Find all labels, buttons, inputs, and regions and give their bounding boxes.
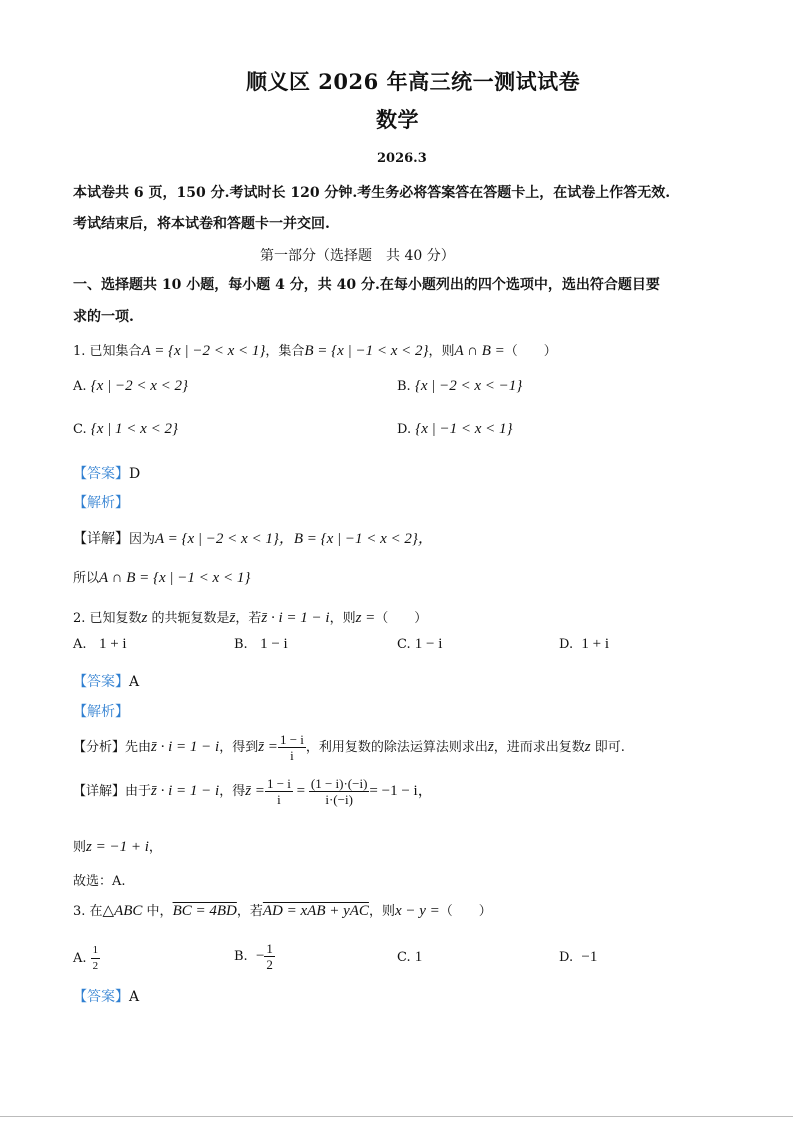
q3-option-a-den: 2 [92, 960, 99, 972]
q2-stem-c: ，若 [235, 611, 262, 626]
q2-detail-fraction-2 [309, 776, 370, 807]
q2-option-c [397, 636, 442, 653]
q2-condition: z̄ · i = 1 − i [261, 610, 330, 626]
q1-option-d-text: {x | −1 < x < 1} [415, 421, 513, 437]
q2-option-b-label: B. [234, 637, 248, 652]
q2-fenxi-text-4: ，进而求出复数 [493, 740, 585, 755]
exam-date: 2026.3 [377, 151, 427, 166]
q2-fenxi-text-2: ，得到 [219, 740, 259, 755]
q1-option-d-label: D. [397, 422, 412, 437]
q3-expr: x − y = [394, 903, 440, 919]
q2-option-d [559, 636, 609, 653]
q3-answer-value: A [129, 989, 140, 1005]
q1-expr: A ∩ B = [454, 343, 505, 359]
q1-stem-c: ，则 [428, 344, 455, 359]
q1-set-b: B = {x | −1 < x < 2} [304, 343, 429, 359]
q1-answer-tag: 【答案】 [73, 466, 129, 482]
q2-detail-f1-den: i [277, 792, 281, 807]
q3-option-c-label: C. [397, 950, 411, 965]
q3-option-d-label: D. [559, 950, 574, 965]
q3-option-b-fraction [264, 941, 275, 972]
q2-fenxi-frac-num: 1 − i [279, 732, 304, 747]
q1-option-b-text: {x | −2 < x < −1} [414, 378, 523, 394]
q2-option-c-label: C. [397, 637, 411, 652]
q3-stem-a: 3. 在 [73, 904, 103, 919]
q3-option-a-label: A. [73, 951, 87, 966]
q1-option-c-text: {x | 1 < x < 2} [90, 421, 178, 437]
page-bottom-divider [0, 1116, 793, 1117]
q2-option-d-text: 1 + i [581, 636, 609, 652]
q1-detail-math-1: A = {x | −2 < x < 1}，B = {x | −1 < x < 2}， [155, 531, 433, 547]
q2-option-a-label: A. [73, 637, 87, 652]
exam-title: 顺义区 2026 年高三统一测试试卷 [246, 69, 581, 94]
instructions-line-2: 考试结束后，将本试卷和答题卡一并交回. [73, 216, 330, 232]
q1-detail-math-2: A ∩ B = {x | −1 < x < 1} [99, 570, 251, 586]
q1-option-c [73, 421, 178, 438]
question-2-stem [73, 607, 427, 627]
q1-option-a-label: A. [73, 379, 87, 394]
section-intro-line-2: 求的一项. [73, 309, 134, 325]
q2-detail-result: = −1 − i， [369, 783, 433, 799]
subject-title: 数学 [376, 107, 419, 132]
q3-option-d-text: −1 [581, 949, 598, 965]
q3-option-a-fraction [91, 943, 101, 974]
q1-detail-tag: 【详解】 [73, 531, 129, 547]
q2-option-a [73, 636, 127, 653]
q1-answer-value: D [129, 466, 141, 482]
q1-detail-line-2 [73, 567, 250, 587]
q1-stem-a: 1. 已知集合 [73, 344, 142, 359]
q1-option-a-text: {x | −2 < x < 2} [90, 378, 188, 394]
q2-detail-fraction-1 [265, 776, 293, 807]
q2-option-b-text: 1 − i [260, 636, 288, 652]
q2-then-math: z = −1 + i [86, 839, 149, 855]
q1-answer [73, 463, 140, 483]
q3-option-a-num: 1 [91, 943, 101, 959]
q3-option-a [73, 943, 100, 974]
q2-stem-a: 2. 已知复数 [73, 611, 142, 626]
q3-option-b-den: 2 [266, 957, 273, 972]
q1-detail-text-2: 所以 [73, 571, 100, 586]
instructions-line-1: 本试卷共 6 页，150 分.考试时长 120 分钟.考生务必将答案答在答题卡上，在试卷上作答无效. [73, 185, 671, 201]
q3-option-b [234, 941, 275, 972]
q3-option-b-num: 1 [266, 941, 273, 956]
q3-answer [73, 986, 139, 1006]
q3-paren: （ ） [439, 904, 492, 919]
q2-fenxi-text-5: 即可. [590, 740, 625, 755]
q2-fenxi-math-1: z̄ · i = 1 − i [151, 739, 220, 755]
q2-fenxi-fraction [278, 732, 306, 763]
q2-detail-lhs: z̄ = [245, 783, 265, 799]
q2-conclusion: 故选：A. [73, 874, 126, 889]
q2-then [73, 836, 162, 856]
q3-vector-expr: AD = xAB + yAC [262, 903, 369, 919]
q2-expr: z = [355, 610, 376, 626]
q3-vector-condition: BC = 4BD [172, 903, 237, 919]
q3-option-b-label: B. [234, 949, 248, 964]
q2-fenxi-z2: z [584, 739, 591, 755]
q2-fenxi-tag: 【分析】 [73, 740, 126, 755]
q1-detail-text-1: 因为 [129, 532, 156, 547]
q1-option-c-label: C. [73, 422, 87, 437]
q2-fenxi-z: z̄ [487, 739, 494, 755]
q2-detail-math-1: z̄ · i = 1 − i [151, 783, 220, 799]
q3-option-b-sign: − [255, 948, 265, 964]
q2-option-a-text: 1 + i [98, 636, 127, 652]
q2-stem-b: 的共轭复数是 [147, 611, 230, 626]
q1-option-b [397, 378, 522, 395]
q2-option-d-label: D. [559, 637, 574, 652]
q2-then-end: ， [148, 840, 162, 855]
q1-option-a [73, 378, 188, 395]
q2-analysis-tag: 【解析】 [73, 704, 129, 720]
q2-answer [73, 671, 139, 691]
q2-detail-f2-den: i·(−i) [325, 792, 353, 807]
section-intro-line-1: 一、选择题共 10 小题，每小题 4 分，共 40 分.在每小题列出的四个选项中，选出符合题目要 [73, 277, 660, 293]
q3-stem-b: 中， [142, 904, 173, 919]
q1-detail [73, 527, 433, 548]
q2-detail-text-2: ，得 [219, 784, 246, 799]
q1-analysis-tag: 【解析】 [73, 495, 129, 511]
q2-zbar: z̄ [229, 610, 236, 626]
q1-option-d [397, 421, 513, 438]
q2-paren: （ ） [375, 611, 428, 626]
q2-stem-d: ，则 [329, 611, 356, 626]
q2-fenxi-lhs: z̄ = [258, 739, 278, 755]
q2-answer-tag: 【答案】 [73, 674, 129, 690]
q2-detail-f2-num: (1 − i)·(−i) [310, 776, 368, 791]
q2-fenxi-frac-den: i [290, 748, 294, 763]
q2-detail-tag: 【详解】 [73, 784, 126, 799]
q1-option-b-label: B. [397, 379, 411, 394]
q3-answer-tag: 【答案】 [73, 989, 129, 1005]
q3-stem-c: ，若 [236, 904, 263, 919]
q3-option-d [559, 949, 597, 966]
q2-detail-f1-num: 1 − i [266, 776, 291, 791]
q2-option-b [234, 636, 288, 653]
q2-then-text: 则 [73, 840, 87, 855]
question-3-stem [73, 900, 492, 920]
q2-detail: 【详解】由于z̄ · i = 1 − i，得z̄ = $\frac{1 - i}{i}$ = $\frac{(1 - i)\cdot(-i)}{i\cdot(-i)}$ = −1 − i， [73, 776, 433, 807]
q2-fenxi-text-1: 先由 [125, 740, 152, 755]
question-1-stem [73, 340, 557, 360]
q2-option-c-text: 1 − i [414, 636, 443, 652]
q2-fenxi-text-3: ，利用复数的除法运算法则求出 [305, 740, 488, 755]
q3-option-c [397, 949, 422, 966]
q3-option-c-text: 1 [414, 949, 423, 965]
q2-detail-text-1: 由于 [125, 784, 152, 799]
q2-fenxi [73, 732, 625, 763]
q1-set-a: A = {x | −2 < x < 1} [141, 343, 266, 359]
q1-paren: （ ） [504, 344, 557, 359]
q3-triangle: △ABC [102, 903, 143, 919]
part-title: 第一部分（选择题 共 40 分） [260, 248, 455, 264]
q2-answer-value: A [129, 674, 140, 690]
q2-z: z [141, 610, 148, 626]
q1-stem-b: ，集合 [265, 344, 305, 359]
q3-stem-d: ，则 [368, 904, 395, 919]
